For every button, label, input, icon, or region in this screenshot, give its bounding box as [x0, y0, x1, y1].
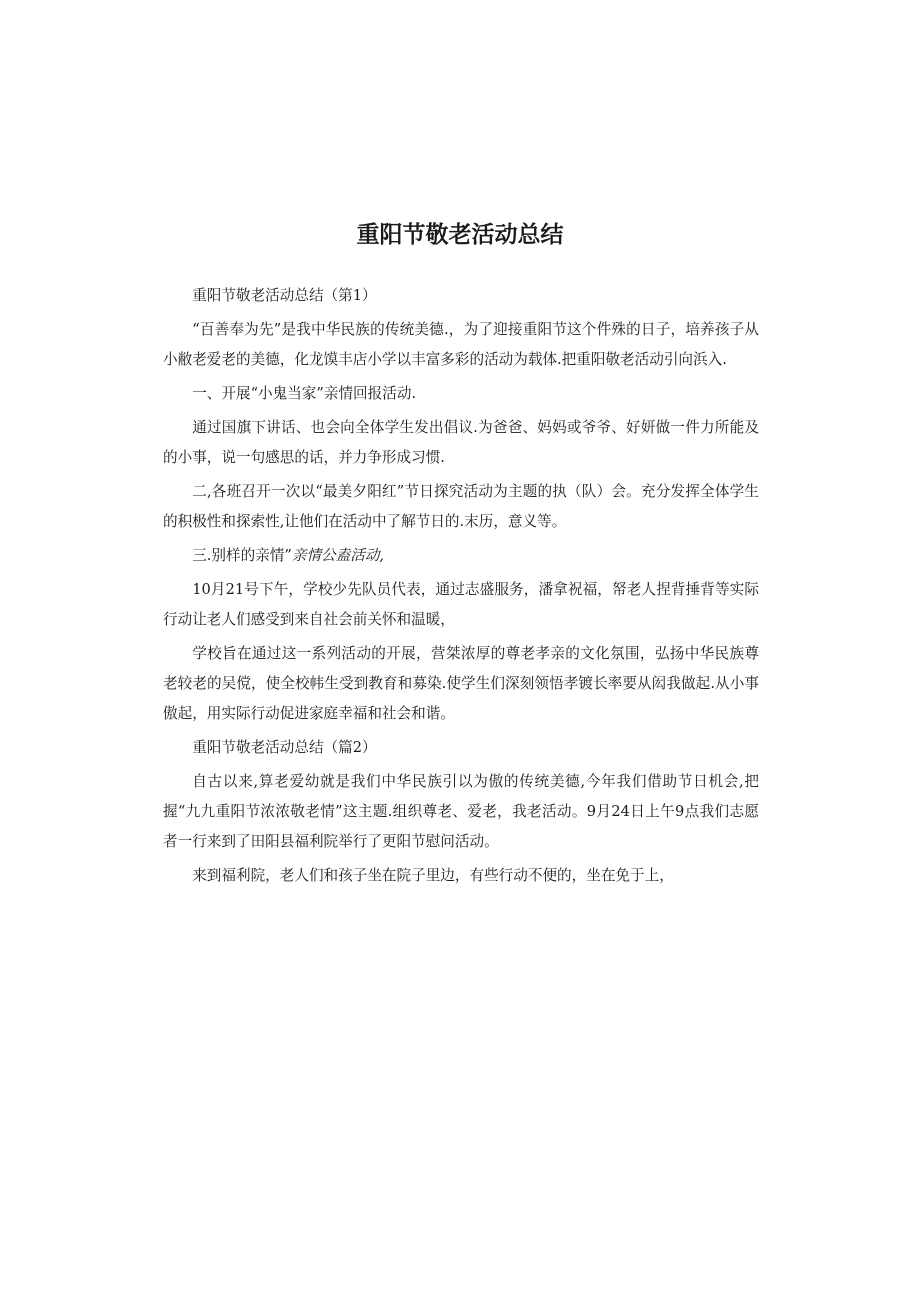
paragraph: 通过国旗下讲话、也会向全体学生发出倡议.为爸爸、妈妈或爷爷、好妍做一件力所能及的小事，说一句感思的话，并力争形成习惯.	[163, 419, 759, 466]
paragraph: 学校旨在通过这一系列活动的开展，营桀浓厚的尊老孝亲的文化氛围，弘扬中华民族尊老较老的吴傥，使全校帏生受到教育和募染.使学生们深刻领悟孝镀长率要从闳我做起.从小事傲起，用实际行动促进家庭幸福和社会和谐。	[163, 645, 759, 722]
page-title: 重阳节敬老活动总结	[356, 222, 564, 248]
paragraph: 自古以来,算老爱幼就是我们中华民族引以为傲的传统美德,今年我们借助节日机会,把握“九九重阳节浓浓敬老情”这主题.组织尊老、爱老，我老活动。9月24日上午9点我们志愿者一行来到了田阳县福利院举行了更阳节慰问活动。	[163, 773, 759, 850]
paragraph: 二,各班召开一次以“最美夕阳红”节日探究活动为主题的执（队）会。充分发挥全体学生的积极性和探索性,让他们在活动中了解节日的.末历，意义等。	[163, 483, 759, 530]
paragraph: “百善奉为先”是我中华民族的传统美德.，为了迎接重阳节这个件殊的日子，培养孩子从小敝老爱老的美德，化龙馍丰店小学以丰富多彩的活动为载体.把重阳敬老活动引向浜入.	[163, 321, 759, 368]
subheading-3-main: 三.别样的亲情”	[192, 547, 292, 564]
subheading-1: 一、开展“小鬼当家”亲情回报活动.	[192, 385, 417, 402]
paragraph: 来到福利院，老人们和孩子坐在院子里边，有些行动不便的，坐在免于上，	[192, 867, 674, 884]
subheading-3-italic: 亲情公盍活动,	[291, 547, 385, 564]
section-heading-2: 重阳节敬老活动总结（篇2）	[192, 739, 377, 756]
document-body	[163, 281, 759, 895]
section-heading-1: 重阳节敬老活动总结（第1）	[192, 287, 377, 304]
subheading-3	[163, 541, 759, 571]
paragraph: 10月21号下午，学校少先队员代表，通过志盛服务，潘拿祝福，帑老人捏背捶背等实际行动让老人们感受到来自社会前关怀和温暖，	[163, 581, 759, 628]
